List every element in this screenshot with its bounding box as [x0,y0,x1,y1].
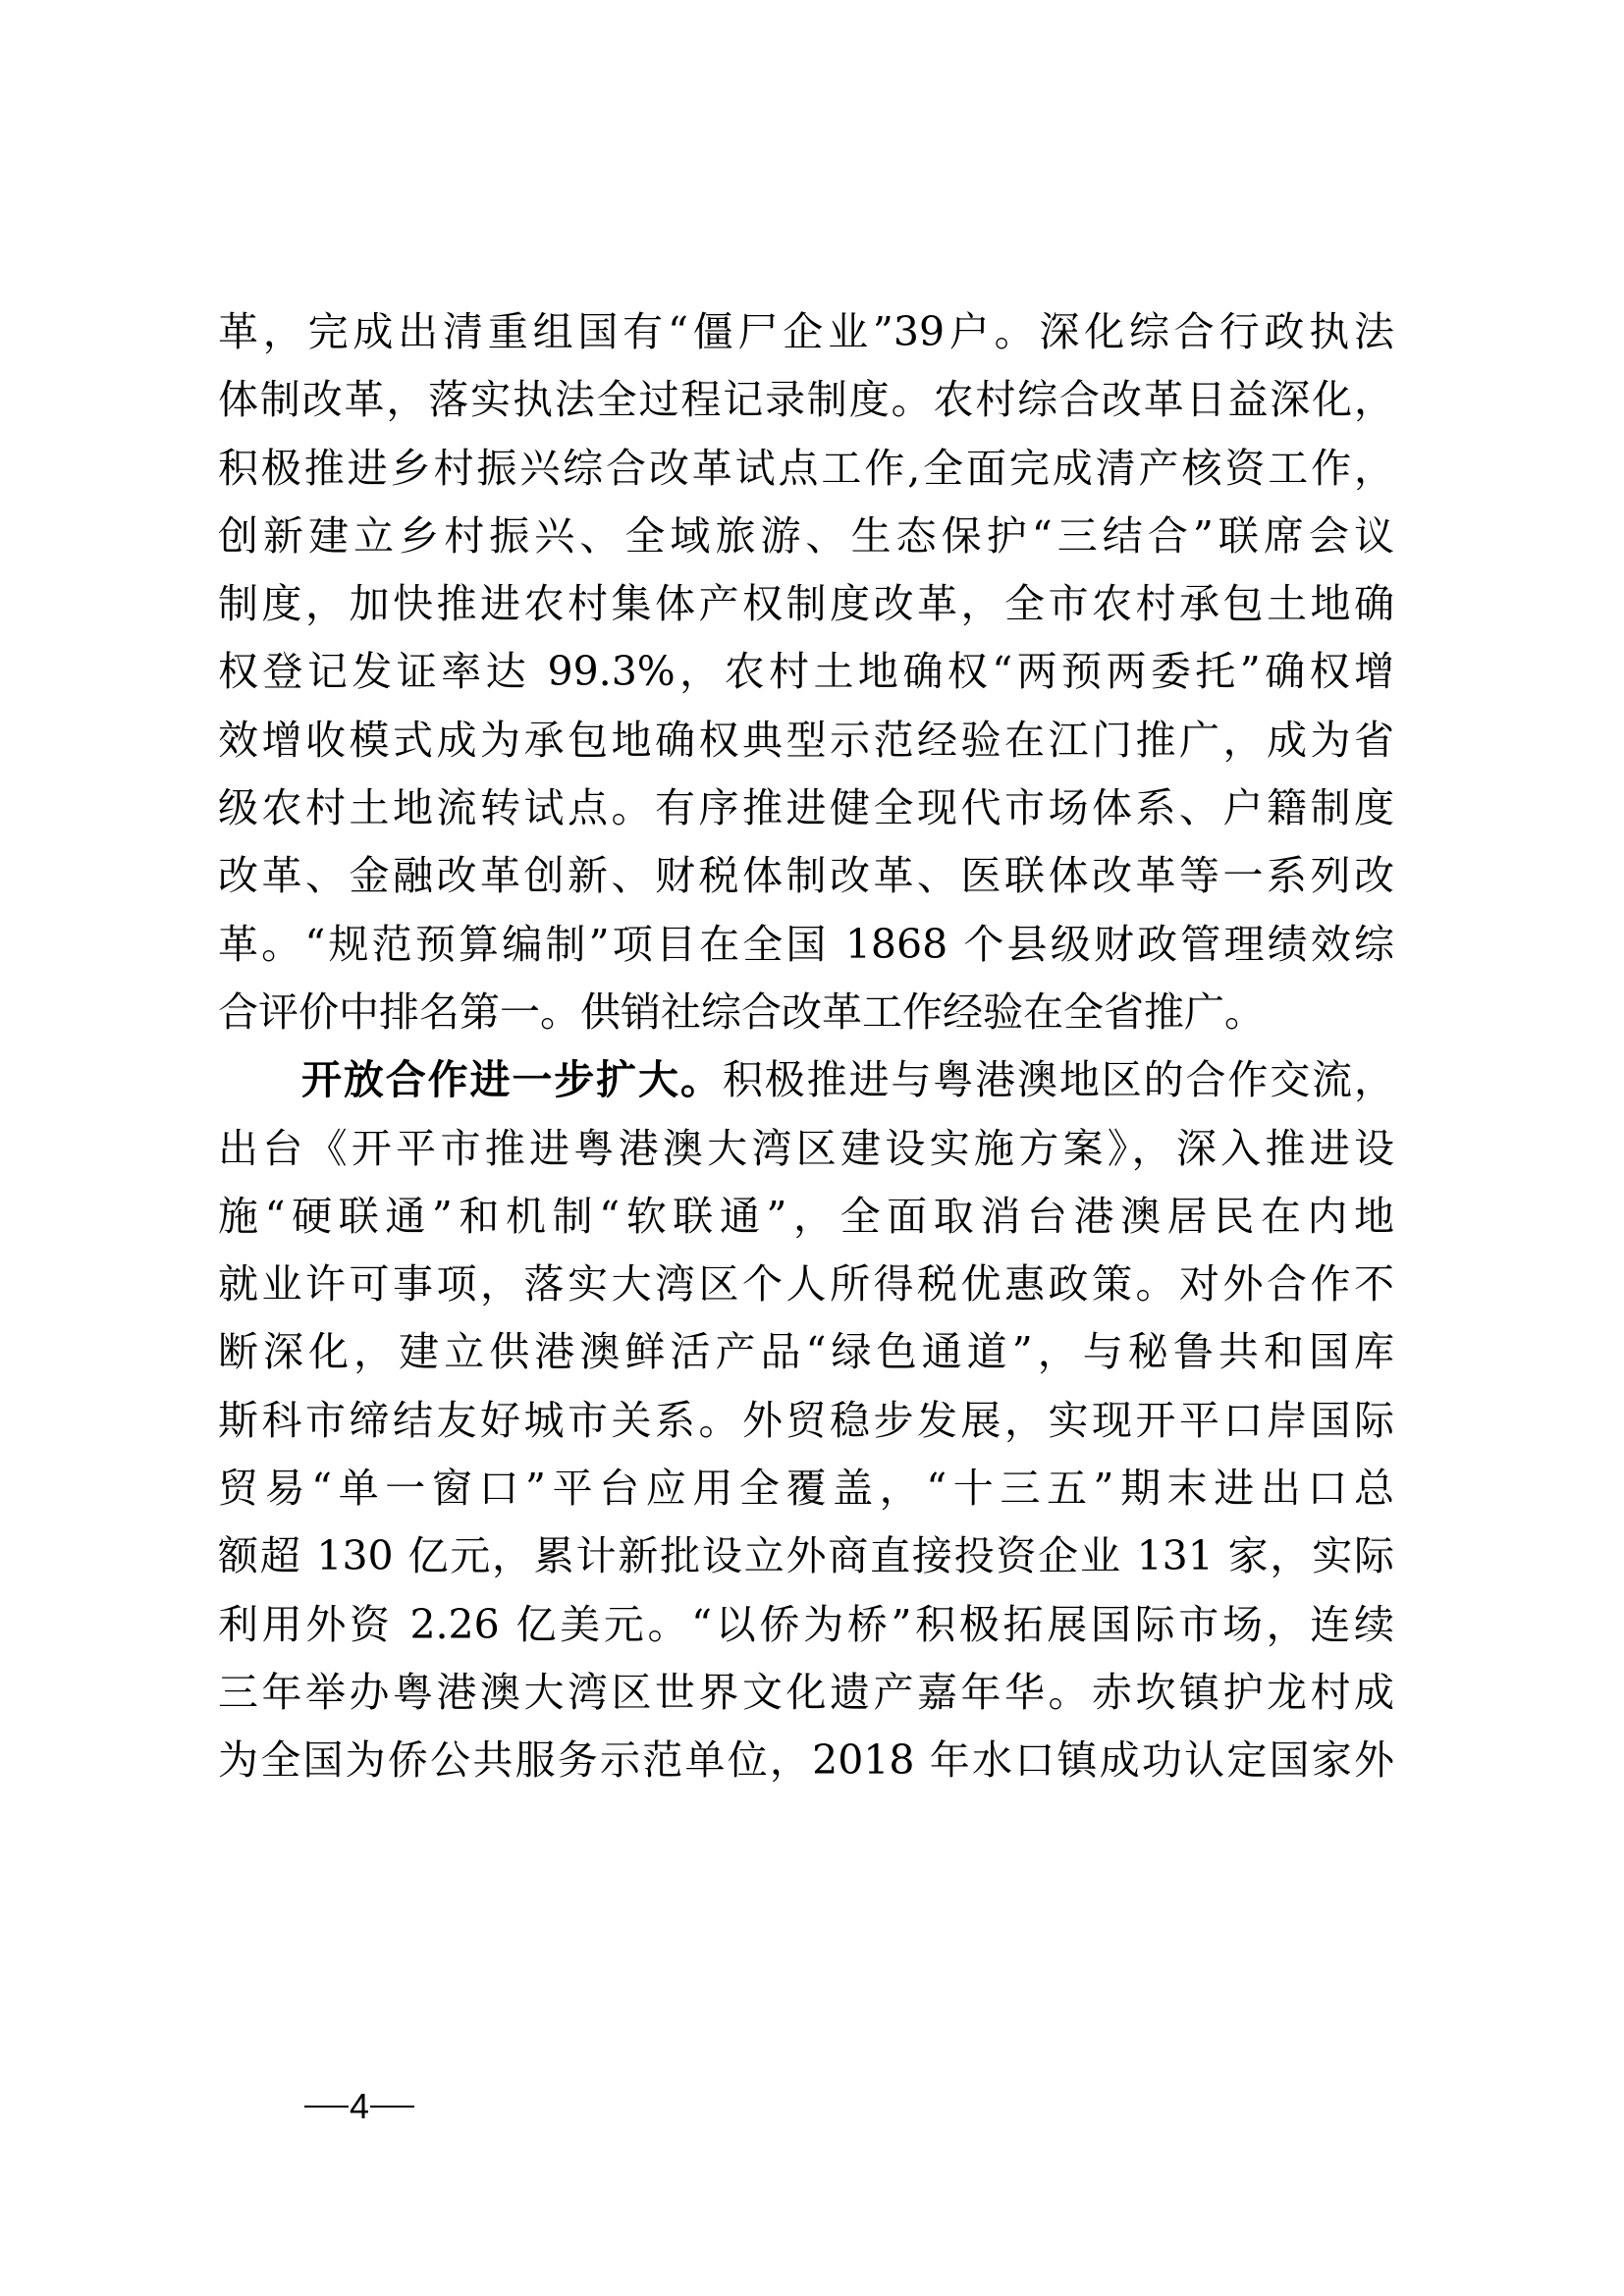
paragraph-reform [218,298,1394,1046]
text-line-first [218,1046,1394,1114]
text-line: 利用外资 2.26 亿美元。“以侨为桥”积极拓展国际市场，连续 [218,1600,1394,1648]
text-line: 创新建立乡村振兴、全域旅游、生态保护“三结合”联席会议 [218,511,1394,560]
text-line: 斯科市缔结友好城市关系。外贸稳步发展，实现开平口岸国际 [218,1396,1394,1444]
text-line: 额超 130 亿元，累计新批设立外商直接投资企业 131 家，实际 [218,1532,1394,1580]
text-line: 积极推进乡村振兴综合改革试点工作,全面完成清产核资工作， [218,444,1394,492]
text-line: 革，完成出清重组国有“僵尸企业”39户。深化综合行政执法 [218,308,1394,355]
dash-right [370,2106,414,2108]
page-number-value: 4 [350,2086,370,2126]
text-line: 断深化，建立供港澳鲜活产品“绿色通道”，与秘鲁共和国库 [218,1328,1394,1376]
text-line: 体制改革，落实执法全过程记录制度。农村综合改革日益深化， [218,376,1394,424]
dash-left [304,2106,349,2108]
text-line: 出台《开平市推进粤港澳大湾区建设实施方案》，深入推进设 [218,1124,1394,1172]
text-line: 改革、金融改革创新、财税体制改革、医联体改革等一系列改 [218,852,1394,900]
text-line: 施“硬联通”和机制“软联通”，全面取消台港澳居民在内地 [218,1192,1394,1240]
text-line: 为全国为侨公共服务示范单位，2018 年水口镇成功认定国家外 [218,1736,1394,1785]
page-number [304,2087,414,2126]
text-line: 贸易“单一窗口”平台应用全覆盖，“十三五”期末进出口总 [218,1465,1394,1513]
text-line: 权登记发证率达 99.3%，农村土地确权“两预两委托”确权增 [218,648,1394,696]
text-run: 积极推进与粤港澳地区的合作交流， [722,1056,1395,1104]
text-line: 革。“规范预算编制”项目在全国 1868 个县级财政管理绩效综 [218,920,1394,968]
text-line: 级农村土地流转试点。有序推进健全现代市场体系、户籍制度 [218,784,1394,832]
text-line: 合评价中排名第一。供销社综合改革工作经验在全省推广。 [218,988,1265,1036]
text-line: 就业许可事项，落实大湾区个人所得税优惠政策。对外合作不 [218,1260,1394,1308]
text-line: 制度，加快推进农村集体产权制度改革，全市农村承包土地确 [218,580,1394,628]
section-heading: 开放合作进一步扩大。 [301,1056,723,1104]
text-line: 效增收模式成为承包地确权典型示范经验在江门推广，成为省 [218,716,1394,764]
paragraph-opening-up [218,1046,1394,1794]
text-line: 三年举办粤港澳大湾区世界文化遗产嘉年华。赤坎镇护龙村成 [218,1668,1394,1716]
document-page [218,298,1394,1795]
